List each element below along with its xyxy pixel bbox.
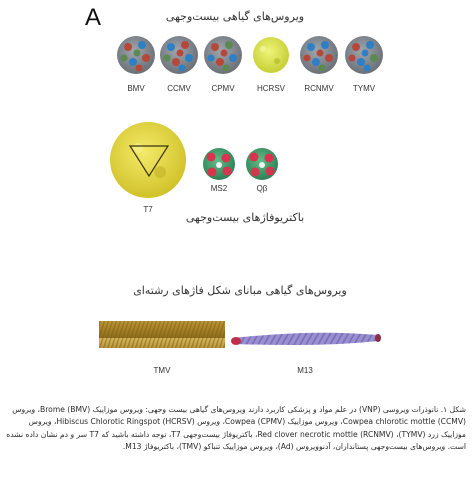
filamentous-row xyxy=(99,321,381,348)
rcnmv-particle-icon xyxy=(300,36,338,74)
panel-letter: A xyxy=(85,4,102,31)
label-rcnmv: RCNMV xyxy=(304,84,334,93)
t7-particle-icon xyxy=(110,122,186,198)
figure-caption: شکل ۱. نانوذرات ویروسی (VNP) در علم مواد و پزشکی کاربرد دارند ویروس‌های گیاهی بیست وجهی: ویروس موزاییک Brome (BMV)، ویروس Cowpea chlorotic mottle (CCMV)، ویروس موزاییک Cowpea (CPMV)، ویروس Hibiscus Chlorotic Ringspot (HCRSV)، ویروس موزاییک زرد (TYMV)، Red clover necrotic mottle (RCNMV)، باکتریوفاژ بیست‌وجهی T7، توجه داشته باشید که T7 سر و دم نشان داده نشده است. ویروس‌های بیست‌وجهی پستانداران، آدنوویروس (Ad)، ویروس موزاییک تنباکو (TMV)، باکتریوفاژ M13. xyxy=(6,405,466,452)
cpmv-particle-icon xyxy=(204,36,242,74)
heading-phages-icosahedral: باکتریوفاژهای بیست‌وجهی xyxy=(185,211,305,224)
heading-filamentous: ویروس‌های گیاهی مبانای شکل فاژهای رشته‌ای xyxy=(133,284,347,297)
label-ms2: MS2 xyxy=(210,184,228,193)
label-cpmv: CPMV xyxy=(211,84,235,93)
heading-plant-icosahedral: ویروس‌های گیاهی بیست‌وجهی xyxy=(165,10,305,23)
ms2-particle-icon xyxy=(203,148,235,180)
label-m13: M13 xyxy=(297,366,313,375)
label-ccmv: CCMV xyxy=(167,84,191,93)
tymv-particle-icon xyxy=(345,36,383,74)
label-bmv: BMV xyxy=(127,84,145,93)
label-t7: T7 xyxy=(143,205,153,214)
label-qbeta: Qβ xyxy=(256,184,268,193)
bmv-particle-icon xyxy=(117,36,155,74)
tmv-rod-icon xyxy=(99,321,225,348)
label-hcrsv: HCRSV xyxy=(256,84,285,93)
hcrsv-particle-icon xyxy=(253,37,289,73)
plant-virus-row xyxy=(117,36,383,74)
label-tymv: TYMV xyxy=(352,84,376,93)
ccmv-particle-icon xyxy=(160,36,198,74)
m13-filament-icon xyxy=(231,333,381,345)
label-tmv: TMV xyxy=(153,366,171,375)
qbeta-particle-icon xyxy=(246,148,278,180)
